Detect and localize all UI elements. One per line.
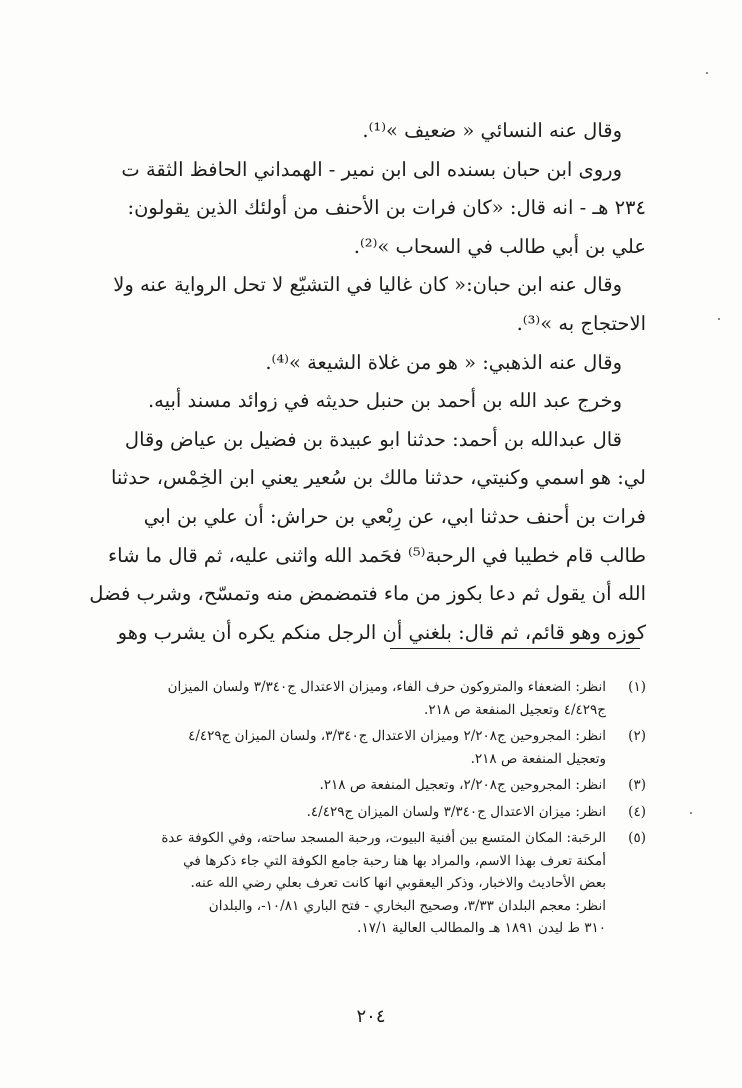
footnote-line: ٣١٠ ط ليدن ١٨٩١ هـ والمطالب العالية ١٧/١.	[357, 920, 606, 936]
footnote-number: (٥)	[628, 830, 646, 846]
text-line: وقال عنه الذهبي: « هو من غلاة الشيعة »⁽⁴⁾.	[265, 350, 622, 374]
footnote-line: بعض الأحاديث والاخبار، وذكر اليعقوبي انها كانت تعرف بعلي رضي الله عنه.	[190, 875, 606, 891]
footnote-line: وتعجيل المنفعة ص ٢١٨.	[470, 750, 606, 767]
footnotes-section	[96, 676, 646, 944]
text-line: فرات بن أحنف حدثنا ابي، عن رِبْعي بن حراش: أن علي بن ابي	[143, 504, 646, 528]
footnote-4	[96, 801, 646, 824]
footnote-line: انظر: ميزان الاعتدال ج٣/٣٤٠ ولسان الميزان ج٤/٤٢٩.	[306, 803, 606, 820]
footnote-5	[96, 827, 646, 940]
text-line: علي بن أبي طالب في السحاب »⁽²⁾.	[353, 234, 646, 258]
footnote-number: (٤)	[628, 803, 646, 820]
footnote-text	[96, 676, 606, 721]
text-line: قال عبدالله بن أحمد: حدثنا ابو عبيدة بن فضيل بن عياض وقال	[124, 427, 622, 451]
footnote-number: (٣)	[628, 777, 646, 793]
main-text-block	[86, 112, 646, 652]
text-line: وقال عنه النسائي « ضعيف »⁽¹⁾.	[362, 119, 622, 142]
footnote-3	[96, 774, 646, 797]
footnote-text	[96, 774, 606, 797]
footnote-line: انظر: المجروحين ج٢/٢٠٨، وتعجيل المنفعة ص ٢١٨.	[319, 777, 606, 793]
footnote-2	[96, 725, 646, 770]
text-line: الله أن يقول ثم دعا بكوز من ماء فتمضمض منه وتمسّح، وشرب فضل	[89, 582, 646, 606]
footnote-text	[96, 725, 606, 770]
footnote-number: (٢)	[628, 728, 646, 744]
footnote-number: (١)	[628, 679, 646, 695]
footnote-separator	[390, 648, 640, 649]
page-number: ٢٠٤	[356, 1006, 386, 1027]
text-line: وخرج عبد الله بن أحمد بن حنبل حديثه في زوائد مسند أبيه.	[147, 389, 622, 413]
footnote-text	[96, 801, 606, 824]
scan-speck	[718, 318, 720, 320]
footnote-line: انظر: معجم البلدان ٣/٣٣، وصحيح البخاري - فتح الباري ١٠/٨١-، والبلدان	[208, 897, 606, 914]
text-line: وروى ابن حبان بسنده الى ابن نمير - الهمداني الحافظ الثقة ت	[121, 157, 622, 181]
text-line: وقال عنه ابن حبان:« كان غاليا في التشيّع لا تحل الرواية عنه ولا	[113, 273, 622, 297]
footnote-line: انظر: المجروحين ج٢/٢٠٨ وميزان الاعتدال ج٣/٣٤٠، ولسان الميزان ج٤/٤٢٩	[188, 728, 606, 744]
text-line: طالب قام خطيبا في الرحبة⁽⁵⁾ فحَمد الله واثنى عليه، ثم قال ما شاء	[107, 543, 646, 567]
footnote-line: الرحَبة: المكان المتسع بين أفنية البيوت، ورحبة المسجد ساحته، وفي الكوفة عدة	[161, 830, 606, 846]
scan-speck	[690, 812, 692, 814]
footnote-line: انظر: الضعفاء والمتروكون حرف الفاء، وميزان الاعتدال ج٣/٣٤٠ ولسان الميزان	[167, 679, 606, 695]
footnote-line: أمكنة تعرف بهذا الاسم، والمراد بها هنا رحبة جامع الكوفة التي جاء ذكرها في	[183, 852, 606, 869]
text-line: ٢٣٤ هـ - انه قال: «كان فرات بن الأحنف من أولئك الذين يقولون:	[127, 196, 646, 220]
text-line: لي: هو اسمي وكنيتي، حدثنا مالك بن سُعير يعني ابن الخِمْس، حدثنا	[110, 466, 646, 490]
footnote-1	[96, 676, 646, 721]
footnote-text	[96, 827, 606, 940]
text-line: الاحتجاج به »⁽³⁾.	[516, 311, 646, 335]
scan-speck	[706, 72, 708, 74]
text-line: كوزه وهو قائم، ثم قال: بلغني أن الرجل منكم يكره أن يشرب وهو	[117, 620, 646, 644]
footnote-line: ج٤/٤٢٩ وتعجيل المنفعة ص ٢١٨.	[424, 701, 606, 718]
